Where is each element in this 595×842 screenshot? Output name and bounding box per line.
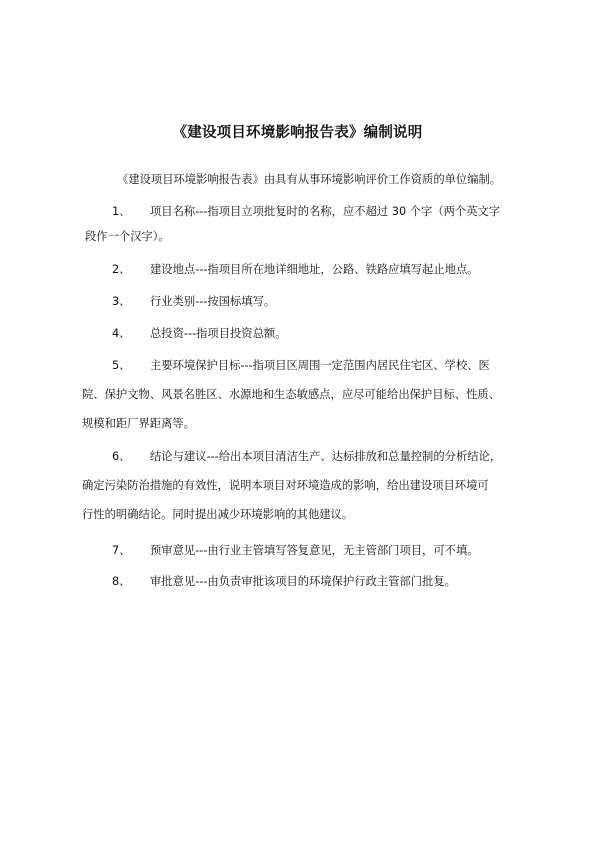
item-text-continued: 院、保护文物、风景名胜区、水源地和生态敏感点，应尽可能给出保护目标、性质、: [82, 388, 500, 401]
item-text: 项目名称---指项目立项批复时的名称，应不超过 30 个字（两个英文字: [150, 205, 501, 218]
page-title: 《建设项目环境影响报告表》编制说明: [172, 125, 423, 141]
item-number: 3、: [112, 295, 131, 308]
item-number: 5、: [112, 359, 131, 372]
item-number: 8、: [112, 575, 131, 588]
item-text: 行业类别---按国标填写。: [150, 295, 276, 308]
item-text-continued: 规模和距厂界距离等。: [82, 417, 195, 430]
item-number: 4、: [112, 327, 131, 340]
item-text: 建设地点---指项目所在地详细地址，公路、铁路应填写起止地点。: [150, 263, 479, 276]
item-text: 结论与建议---给出本项目清洁生产、达标排放和总量控制的分析结论，: [150, 450, 502, 463]
item-text: 审批意见---由负责审批该项目的环境保护行政主管部门批复。: [150, 575, 456, 588]
intro-paragraph: 《建设项目环境影响报告表》由具有从事环境影响评价工作资质的单位编制。: [117, 173, 502, 186]
item-number: 7、: [112, 544, 131, 557]
item-number: 2、: [112, 263, 131, 276]
item-number: 1、: [112, 205, 131, 218]
item-text: 预审意见---由行业主管填写答复意见，无主管部门项目，可不填。: [150, 544, 479, 557]
item-text: 主要环境保护目标---指项目区周围一定范围内居民住宅区、学校、医: [150, 359, 490, 372]
item-text: 总投资---指项目投资总额。: [150, 327, 287, 340]
item-text-continued: 行性的明确结论。同时提出减少环境影响的其他建议。: [82, 508, 354, 521]
item-text-continued: 确定污染防治措施的有效性，说明本项目对环境造成的影响，给出建设项目环境可: [82, 479, 489, 492]
item-number: 6、: [112, 450, 131, 463]
item-text-continued: 段作一个汉字）。: [85, 230, 170, 243]
